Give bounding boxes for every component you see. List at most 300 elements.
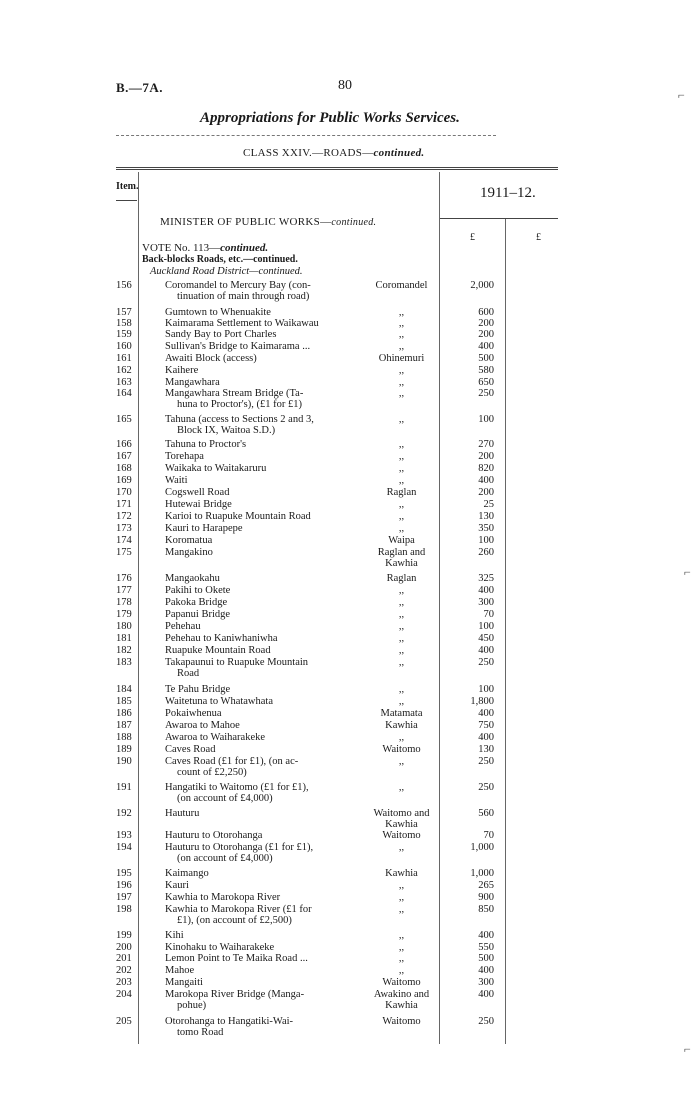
item-description: [165, 523, 365, 534]
electoral-district: [368, 1016, 435, 1027]
electoral-district: [368, 732, 435, 743]
electoral-district: [368, 684, 435, 695]
district-line: ,,: [398, 329, 405, 340]
description-line: Tahuna to Proctor's: [165, 439, 247, 450]
item-number: 181: [116, 633, 132, 644]
amount: 70: [483, 830, 494, 841]
amount: 900: [478, 892, 494, 903]
amount: 750: [478, 720, 494, 731]
amount: 850: [478, 904, 494, 915]
backblocks-subheading: Back-blocks Roads, etc.—continued.: [142, 254, 298, 265]
item-description: [165, 930, 365, 941]
item-number: 156: [116, 280, 132, 291]
amount: 500: [478, 353, 494, 364]
margin-mark: ⌐: [684, 565, 691, 579]
item-number: 180: [116, 621, 132, 632]
electoral-district: [368, 953, 435, 964]
item-number: 160: [116, 341, 132, 352]
item-number: 174: [116, 535, 132, 546]
item-description: [165, 547, 365, 558]
amount: 200: [478, 318, 494, 329]
description-line: Te Pahu Bridge: [165, 684, 231, 695]
description-line: Kaimarama Settlement to Waikawau: [165, 318, 319, 329]
item-number: 159: [116, 329, 132, 340]
district-line: Coromandel: [375, 280, 428, 291]
item-description: [165, 341, 365, 352]
item-description: [165, 633, 365, 644]
district-line: Waitomo: [382, 830, 421, 841]
description-line: Kauri: [165, 880, 189, 891]
electoral-district: [368, 892, 435, 903]
description-line: Pokaiwhenua: [165, 708, 222, 719]
amount: 400: [478, 965, 494, 976]
margin-mark: ⌐: [684, 1042, 691, 1056]
item-column-heading: Item.: [116, 181, 139, 192]
vote-heading: [142, 242, 268, 254]
electoral-district: [368, 720, 435, 731]
description-line: Hauturu to Otorohanga: [165, 830, 263, 841]
item-description: [165, 280, 365, 302]
district-line: ,,: [398, 451, 405, 462]
description-line: Waiti: [165, 475, 188, 486]
item-number: 169: [116, 475, 132, 486]
electoral-district: [368, 645, 435, 656]
electoral-district: [368, 782, 435, 793]
vote-heading-continued: continued.: [220, 242, 269, 254]
item-description: [165, 388, 365, 410]
description-line: Kaihere: [165, 365, 199, 376]
year-heading-rule: [440, 218, 558, 219]
item-description: [165, 977, 365, 988]
item-description: [165, 808, 365, 819]
item-description: [165, 365, 365, 376]
amount: 400: [478, 341, 494, 352]
electoral-district: [368, 830, 435, 841]
district-line: ,,: [398, 942, 405, 953]
electoral-district: [368, 547, 435, 569]
amount: 100: [478, 535, 494, 546]
class-heading-continued: continued.: [373, 147, 425, 159]
amount: 400: [478, 475, 494, 486]
item-number: 162: [116, 365, 132, 376]
district-line: Matamata: [380, 708, 423, 719]
description-line: Mangaokahu: [165, 573, 220, 584]
currency-label-left: £: [470, 232, 475, 243]
district-line: Raglan: [386, 573, 417, 584]
electoral-district: [368, 621, 435, 632]
description-line: Kawhia to Marokopa River (£1 for: [165, 904, 312, 915]
amount: 130: [478, 744, 494, 755]
item-number: 157: [116, 307, 132, 318]
item-description: [165, 904, 365, 926]
amount: 270: [478, 439, 494, 450]
district-line: ,,: [398, 597, 405, 608]
amount: 400: [478, 585, 494, 596]
item-number: 194: [116, 842, 132, 853]
description-line: Mangakino: [165, 547, 213, 558]
item-number: 172: [116, 511, 132, 522]
district-line: ,,: [398, 904, 405, 915]
amount: 300: [478, 597, 494, 608]
currency-label-right: £: [536, 232, 541, 243]
amount: 450: [478, 633, 494, 644]
item-description: [165, 708, 365, 719]
description-continuation: pohue): [177, 1000, 207, 1011]
district-line: Kawhia: [385, 868, 418, 879]
district-line: Raglan: [386, 487, 417, 498]
district-line: ,,: [398, 892, 405, 903]
district-line: Waitomo: [382, 977, 421, 988]
description-line: Sandy Bay to Port Charles: [165, 329, 277, 340]
electoral-district: [368, 511, 435, 522]
district-line: ,,: [398, 414, 405, 425]
description-line: Ruapuke Mountain Road: [165, 645, 271, 656]
item-number: 179: [116, 609, 132, 620]
description-line: Otorohanga to Hangatiki-Wai-: [165, 1016, 294, 1027]
amount: 100: [478, 414, 494, 425]
description-line: Papanui Bridge: [165, 609, 231, 620]
item-description: [165, 439, 365, 450]
description-continuation: Block IX, Waitoa S.D.): [177, 425, 276, 436]
item-number: 186: [116, 708, 132, 719]
electoral-district: [368, 329, 435, 340]
item-number: 203: [116, 977, 132, 988]
description-line: Takapaunui to Ruapuke Mountain: [165, 657, 309, 668]
description-line: Coromandel to Mercury Bay (con-: [165, 280, 311, 291]
electoral-district: [368, 880, 435, 891]
district-line: ,,: [398, 439, 405, 450]
electoral-district: [368, 573, 435, 584]
description-line: Awaiti Block (access): [165, 353, 257, 364]
description-line: Pehehau to Kaniwhaniwha: [165, 633, 278, 644]
district-line: ,,: [398, 609, 405, 620]
district-line: Waitomo: [382, 1016, 421, 1027]
amount: 200: [478, 329, 494, 340]
electoral-district: [368, 597, 435, 608]
item-description: [165, 585, 365, 596]
district-line: ,,: [398, 463, 405, 474]
page-title: Appropriations for Public Works Services.: [200, 110, 460, 126]
description-line: Lemon Point to Te Maika Road ...: [165, 953, 308, 964]
item-description: [165, 720, 365, 731]
district-line: Waitomo and: [373, 808, 430, 819]
electoral-district: [368, 499, 435, 510]
description-continuation: tinuation of main through road): [177, 291, 310, 302]
vote-heading-main: VOTE No. 113—: [142, 242, 221, 254]
item-description: [165, 1016, 365, 1038]
item-number: 183: [116, 657, 132, 668]
district-line: ,,: [398, 880, 405, 891]
item-number: 176: [116, 573, 132, 584]
electoral-district: [368, 280, 435, 291]
item-number: 163: [116, 377, 132, 388]
table-top-rule: [116, 167, 558, 168]
item-description: [165, 475, 365, 486]
description-line: Karioi to Ruapuke Mountain Road: [165, 511, 311, 522]
minister-heading-main: MINISTER OF PUBLIC WORKS—: [160, 216, 332, 228]
electoral-district: [368, 657, 435, 668]
district-line: ,,: [398, 307, 405, 318]
district-line: Waipa: [388, 535, 415, 546]
district-line: ,,: [398, 341, 405, 352]
item-number: 184: [116, 684, 132, 695]
item-description: [165, 377, 365, 388]
item-number: 175: [116, 547, 132, 558]
amount: 300: [478, 977, 494, 988]
description-line: Mangawhara Stream Bridge (Ta-: [165, 388, 304, 399]
district-column-rule: [439, 172, 440, 1044]
item-description: [165, 307, 365, 318]
description-line: Kauri to Harapepe: [165, 523, 243, 534]
district-line: ,,: [398, 930, 405, 941]
page-number: 80: [338, 78, 352, 93]
item-description: [165, 573, 365, 584]
item-description: [165, 732, 365, 743]
item-description: [165, 609, 365, 620]
electoral-district: [368, 930, 435, 941]
electoral-district: [368, 307, 435, 318]
item-number: 178: [116, 597, 132, 608]
district-line: ,,: [398, 585, 405, 596]
item-heading-rule: [116, 200, 137, 201]
item-number: 182: [116, 645, 132, 656]
description-line: Kinohaku to Waiharakeke: [165, 942, 275, 953]
item-number: 173: [116, 523, 132, 534]
electoral-district: [368, 942, 435, 953]
electoral-district: [368, 756, 435, 767]
item-description: [165, 842, 365, 864]
item-number: 205: [116, 1016, 132, 1027]
item-number: 198: [116, 904, 132, 915]
year-column-heading: 1911–12.: [480, 185, 536, 201]
electoral-district: [368, 451, 435, 462]
district-line: ,,: [398, 511, 405, 522]
electoral-district: [368, 708, 435, 719]
electoral-district: [368, 609, 435, 620]
district-line: Kawhia: [385, 819, 418, 830]
district-line: Kawhia: [385, 1000, 418, 1011]
class-heading: [243, 147, 424, 159]
item-description: [165, 744, 365, 755]
description-line: Torehapa: [165, 451, 204, 462]
description-continuation: huna to Proctor's), (£1 for £1): [177, 399, 302, 410]
district-line: ,,: [398, 696, 405, 707]
description-line: Kihi: [165, 930, 184, 941]
item-description: [165, 965, 365, 976]
district-line: ,,: [398, 388, 405, 399]
description-line: Awaroa to Waiharakeke: [165, 732, 266, 743]
item-description: [165, 511, 365, 522]
amount: 350: [478, 523, 494, 534]
electoral-district: [368, 585, 435, 596]
item-number: 161: [116, 353, 132, 364]
amount: 100: [478, 621, 494, 632]
description-line: Pakihi to Okete: [165, 585, 231, 596]
district-line: ,,: [398, 377, 405, 388]
amount: 2,000: [470, 280, 494, 291]
electoral-district: [368, 487, 435, 498]
item-description: [165, 892, 365, 903]
district-line: Kawhia: [385, 720, 418, 731]
amount: 400: [478, 930, 494, 941]
electoral-district: [368, 377, 435, 388]
amount: 250: [478, 782, 494, 793]
electoral-district: [368, 633, 435, 644]
electoral-district: [368, 868, 435, 879]
description-line: Caves Road (£1 for £1), (on ac-: [165, 756, 299, 767]
item-description: [165, 756, 365, 778]
amount: 600: [478, 307, 494, 318]
item-description: [165, 782, 365, 804]
description-line: Pehehau: [165, 621, 201, 632]
electoral-district: [368, 904, 435, 915]
item-description: [165, 942, 365, 953]
electoral-district: [368, 842, 435, 853]
item-number: 201: [116, 953, 132, 964]
amount: 1,000: [470, 842, 494, 853]
description-continuation: Road: [177, 668, 200, 679]
item-description: [165, 830, 365, 841]
description-continuation: tomo Road: [177, 1027, 224, 1038]
district-line: Ohinemuri: [378, 353, 425, 364]
description-line: Cogswell Road: [165, 487, 230, 498]
amount: 250: [478, 388, 494, 399]
district-subheading: Auckland Road District—continued.: [150, 266, 303, 277]
item-description: [165, 597, 365, 608]
district-line: Kawhia: [385, 558, 418, 569]
amount: 650: [478, 377, 494, 388]
amount: 580: [478, 365, 494, 376]
amount: 100: [478, 684, 494, 695]
electoral-district: [368, 439, 435, 450]
amount: 250: [478, 657, 494, 668]
district-line: ,,: [398, 475, 405, 486]
item-description: [165, 463, 365, 474]
amount: 325: [478, 573, 494, 584]
item-number: 168: [116, 463, 132, 474]
district-line: Awakino and: [373, 989, 430, 1000]
amount: 1,800: [470, 696, 494, 707]
description-line: Awaroa to Mahoe: [165, 720, 240, 731]
item-description: [165, 696, 365, 707]
electoral-district: [368, 744, 435, 755]
district-line: ,,: [398, 633, 405, 644]
district-line: ,,: [398, 756, 405, 767]
item-number: 187: [116, 720, 132, 731]
amount: 820: [478, 463, 494, 474]
district-line: ,,: [398, 657, 405, 668]
amount-column-rule: [505, 218, 506, 1044]
item-number: 195: [116, 868, 132, 879]
district-line: ,,: [398, 965, 405, 976]
item-number: 185: [116, 696, 132, 707]
description-line: Gumtown to Whenuakite: [165, 307, 271, 318]
description-line: Hauturu to Otorohanga (£1 for £1),: [165, 842, 314, 853]
item-number: 177: [116, 585, 132, 596]
amount: 260: [478, 547, 494, 558]
item-number: 189: [116, 744, 132, 755]
description-continuation: (on account of £4,000): [177, 793, 273, 804]
amount: 200: [478, 451, 494, 462]
district-line: ,,: [398, 953, 405, 964]
item-number: 196: [116, 880, 132, 891]
description-line: Waitetuna to Whatawhata: [165, 696, 273, 707]
electoral-district: [368, 696, 435, 707]
electoral-district: [368, 365, 435, 376]
margin-mark: ⌐: [678, 88, 685, 102]
district-line: ,,: [398, 732, 405, 743]
description-line: Kaimango: [165, 868, 209, 879]
item-number: 170: [116, 487, 132, 498]
description-line: Waikaka to Waitakaruru: [165, 463, 267, 474]
item-description: [165, 868, 365, 879]
description-line: Tahuna (access to Sections 2 and 3,: [165, 414, 314, 425]
amount: 400: [478, 732, 494, 743]
item-number: 164: [116, 388, 132, 399]
title-rule: [116, 135, 496, 136]
item-column-rule: [138, 172, 139, 1044]
item-number: 167: [116, 451, 132, 462]
item-description: [165, 657, 365, 679]
item-description: [165, 499, 365, 510]
description-line: Mangaiti: [165, 977, 203, 988]
amount: 70: [483, 609, 494, 620]
description-continuation: count of £2,250): [177, 767, 247, 778]
description-line: Hangatiki to Waitomo (£1 for £1),: [165, 782, 309, 793]
item-number: 191: [116, 782, 132, 793]
electoral-district: [368, 977, 435, 988]
description-line: Hutewai Bridge: [165, 499, 232, 510]
document-reference: B.—7A.: [116, 80, 164, 95]
item-number: 192: [116, 808, 132, 819]
item-number: 188: [116, 732, 132, 743]
item-number: 171: [116, 499, 132, 510]
electoral-district: [368, 475, 435, 486]
item-description: [165, 353, 365, 364]
description-line: Mangawhara: [165, 377, 220, 388]
item-number: 193: [116, 830, 132, 841]
item-description: [165, 487, 365, 498]
item-description: [165, 645, 365, 656]
amount: 265: [478, 880, 494, 891]
electoral-district: [368, 414, 435, 425]
item-number: 202: [116, 965, 132, 976]
electoral-district: [368, 535, 435, 546]
district-line: ,,: [398, 523, 405, 534]
electoral-district: [368, 341, 435, 352]
description-line: Caves Road: [165, 744, 216, 755]
district-line: ,,: [398, 782, 405, 793]
district-line: ,,: [398, 365, 405, 376]
electoral-district: [368, 388, 435, 399]
amount: 550: [478, 942, 494, 953]
minister-heading-continued: continued.: [331, 217, 377, 228]
district-line: ,,: [398, 645, 405, 656]
description-continuation: (on account of £4,000): [177, 853, 273, 864]
district-line: ,,: [398, 684, 405, 695]
electoral-district: [368, 318, 435, 329]
description-line: Hauturu: [165, 808, 200, 819]
item-description: [165, 535, 365, 546]
electoral-district: [368, 353, 435, 364]
district-line: ,,: [398, 621, 405, 632]
item-description: [165, 414, 365, 436]
item-number: 165: [116, 414, 132, 425]
item-number: 199: [116, 930, 132, 941]
district-line: ,,: [398, 318, 405, 329]
item-description: [165, 621, 365, 632]
description-line: Pakoka Bridge: [165, 597, 228, 608]
